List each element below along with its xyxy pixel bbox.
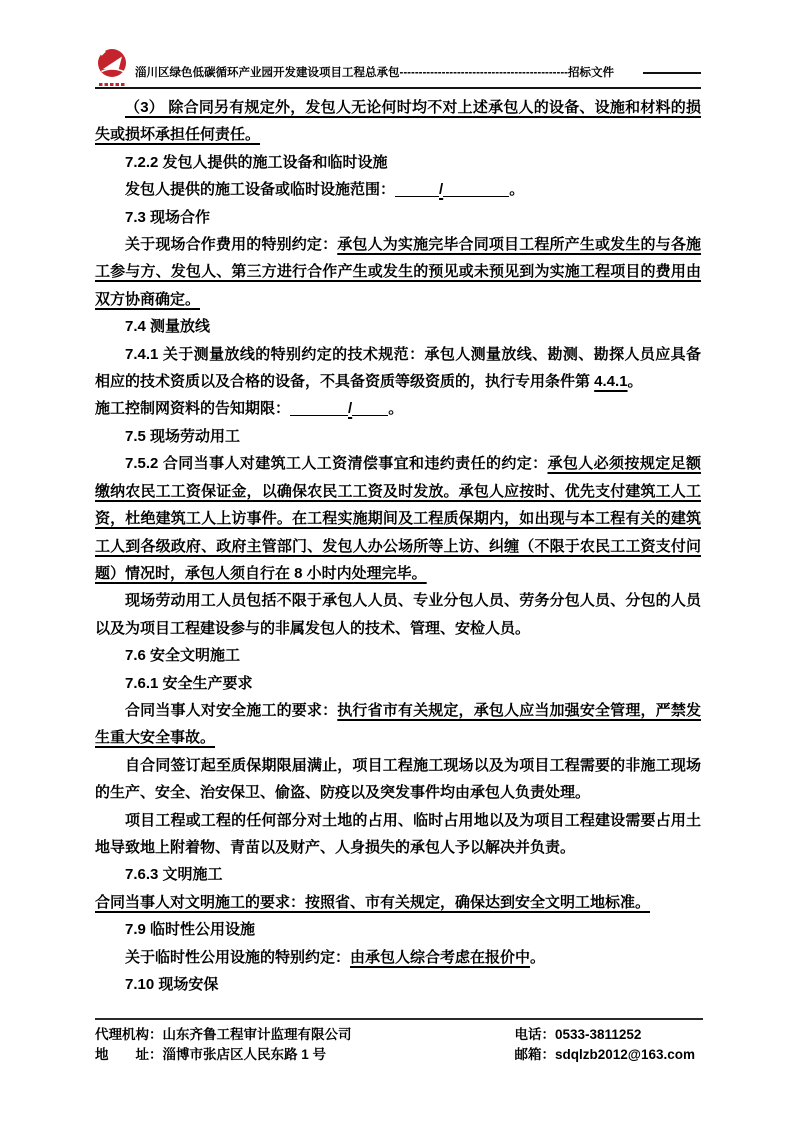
- para-7-4-1-survey: [95, 341, 701, 396]
- underlined-text-run: 执行省市有关规定，承包人应当加强安全管理，严禁发生重大安全事故。: [95, 701, 701, 747]
- text-run: 自合同签订起至质保期限届满止，项目工程施工现场以及为项目工程需要的非施工现场的生产、安全、治安保卫、偷盗、防疫以及突发事件均由承包人负责处理。: [95, 756, 701, 802]
- heading-7-10: [95, 971, 701, 998]
- heading-7-5: [95, 423, 701, 450]
- agency-label: 代理机构：: [95, 1027, 163, 1042]
- text-run: 。: [530, 948, 546, 966]
- text-run: 施工控制网资料的告知期限：: [95, 400, 291, 418]
- para-land-occupation: [95, 807, 701, 862]
- fill-in-blank: [352, 413, 388, 416]
- para-safety-requirement: [95, 697, 701, 752]
- header-title-line: [135, 66, 614, 87]
- para-civilized-construction: [95, 889, 701, 916]
- para-site-cooperation: [95, 231, 701, 313]
- heading-7-9: [95, 916, 701, 943]
- text-run: 7.9 临时性公用设施: [125, 921, 256, 939]
- fill-in-blank: [290, 413, 348, 416]
- address-value: 淄博市张店区人民东路 1 号: [162, 1046, 327, 1062]
- page-header: [95, 48, 701, 89]
- text-run: 7.10 现场安保: [125, 976, 219, 993]
- phone-number: 0533-3811252: [555, 1027, 642, 1042]
- email-address: sdqlzb2012@163.com: [555, 1046, 695, 1062]
- agency-name: 山东齐鲁工程审计监理有限公司: [162, 1027, 352, 1042]
- footer-contact-block: [515, 1025, 695, 1064]
- underlined-text-run: 4.4.1: [594, 373, 628, 391]
- text-run: 7.2.2 发包人提供的施工设备和临时设施: [125, 153, 388, 171]
- text-run: 合同当事人对安全施工的要求：: [125, 701, 338, 719]
- para-equipment-scope: [95, 176, 701, 203]
- heading-7-6-1: [95, 670, 701, 697]
- text-run: 7.3 现场合作: [125, 208, 211, 226]
- text-run: 项目工程或工程的任何部分对土地的占用、临时占用地以及为项目工程建设需要占用土地导致地上附着物、青苗以及财产、人身损失的承包人予以解决并负责。: [95, 811, 701, 856]
- clause-3-liability: [95, 94, 701, 149]
- footer-agency-row: [95, 1025, 352, 1045]
- header-dash-separator: --------------------------------------------: [399, 67, 569, 79]
- text-run: 。: [509, 181, 525, 199]
- header-doc-title: 淄川区绿色低碳循环产业园开发建设项目工程总承包: [135, 67, 400, 79]
- heading-7-6-3: [95, 861, 701, 888]
- underlined-text-run: /: [439, 181, 444, 199]
- text-run: 7.6 安全文明施工: [125, 647, 241, 665]
- heading-7-6: [95, 642, 701, 669]
- header-right-rule: [643, 72, 701, 74]
- page-footer: [95, 1018, 703, 1064]
- underlined-text-run: （3） 除合同另有规定外，发包人无论何时均不对上述承包人的设备、设施和材料的损失或损坏承担任何责任。: [95, 99, 701, 144]
- email-label: 邮箱：: [514, 1046, 556, 1062]
- footer-email-row: [515, 1045, 695, 1065]
- underlined-text-run: 承包人为实施完毕合同项目工程所产生或发生的与各施工参与方、发包人、第三方进行合作产生或发生的预见或未预见到为实施工程项目的费用由双方协商确定。: [95, 236, 701, 308]
- text-run: 。: [627, 373, 643, 391]
- text-run: 关于现场合作费用的特别约定：: [125, 236, 338, 254]
- para-7-5-2-wages: [95, 450, 701, 587]
- para-control-network: [95, 395, 701, 422]
- qilu-agency-logo-icon: [95, 48, 131, 89]
- footer-agency-block: [95, 1025, 352, 1064]
- text-run: 现场劳动用工人员包括不限于承包人人员、专业分包人员、劳务分包人员、分包的人员以及为项目工程建设参与的非属发包人的技术、管理、安检人员。: [95, 592, 701, 637]
- text-run: 关于临时性公用设施的特别约定：: [125, 948, 351, 966]
- text-run: 发包人提供的施工设备或临时设施范围：: [125, 181, 396, 199]
- underlined-text-run: 合同当事人对文明施工的要求：按照省、市有关规定，确保达到安全文明工地标准。: [95, 893, 651, 911]
- para-temp-utilities: [95, 944, 701, 971]
- address-label: 地 址：: [95, 1046, 163, 1062]
- text-run: 7.5.2 合同当事人对建筑工人工资清偿事宜和违约责任的约定：: [125, 455, 548, 473]
- underlined-text-run: /: [348, 400, 353, 418]
- text-run: 7.4.1 关于测量放线的特别约定的技术规范：承包人测量放线、勘测、勘探人员应具备相应的技术资质以及合格的设备，不具备资质等级资质的，执行专用条件第: [95, 345, 701, 391]
- heading-7-3: [95, 204, 701, 231]
- para-warranty-site-duty: [95, 752, 701, 807]
- heading-7-2-2: [95, 149, 701, 176]
- text-run: 7.4 测量放线: [125, 318, 211, 336]
- para-labor-personnel: [95, 587, 701, 642]
- document-body: [95, 94, 701, 998]
- footer-address-row: [95, 1045, 352, 1065]
- text-run: 7.5 现场劳动用工: [125, 427, 241, 445]
- footer-phone-row: [515, 1025, 695, 1045]
- underlined-text-run: 承包人必须按规定足额缴纳农民工工资保证金，以确保农民工工资及时发放。承包人应按时、优先支付建筑工人工资，杜绝建筑工人上访事件。在工程实施期间及工程质保期内，如出现与本工程有关的建筑工人到各级政府、政府主管部门、发包人办公场所等上访、纠缠（不限于农民工工资支付问题）情况时，承包人须自行在 8 小时内处理完毕。: [95, 455, 701, 582]
- fill-in-blank: [395, 194, 439, 197]
- fill-in-blank: [443, 194, 509, 197]
- text-run: 7.6.3 文明施工: [125, 866, 223, 884]
- text-run: 。: [388, 400, 404, 418]
- heading-7-4: [95, 313, 701, 340]
- header-doc-type: 招标文件: [568, 67, 615, 79]
- phone-label: 电话：: [514, 1027, 556, 1042]
- text-run: 7.6.1 安全生产要求: [125, 674, 253, 692]
- underlined-text-run: 由承包人综合考虑在报价中: [350, 948, 531, 966]
